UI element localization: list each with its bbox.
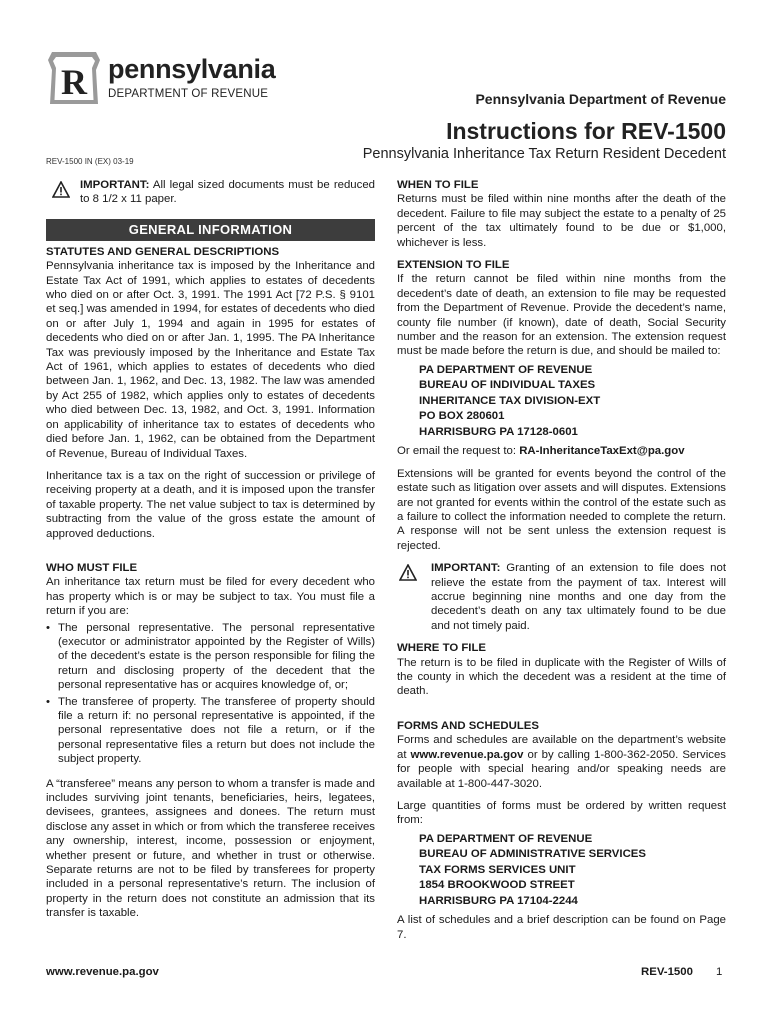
forms-paragraph-1 <box>397 733 726 791</box>
footer-form-id: REV-1500 <box>641 966 693 978</box>
statutes-paragraph-2: Inheritance tax is a tax on the right of succession or privilege of receiving property at a death, and it is imposed upon the transfer of taxable property. The net value subject to tax is determined by subtracting from the value of the gross estate the amount of approved deductions. <box>46 469 375 540</box>
transferee-paragraph: A “transferee” means any person to whom a transfer is made and includes surviving joint tenants, beneficiaries, heirs, legatees, devisees, grantees, assignees and donees. The return must disclose any asset in which or from which the transferee receives any ownership, interest, income, possession or enjoyment, whether present or future, and whether in trust or otherwise. Separate returns are not to be filed by transferees for property included in a personal representative’s return. The inclusion of property in the return does not constitute an admission that its transfer is taxable. <box>46 777 375 920</box>
important-text: All legal sized documents must be reduced to 8 1/2 x 11 paper. <box>80 179 375 206</box>
address-line: HARRISBURG PA 17104-2244 <box>419 894 578 907</box>
logo-department: DEPARTMENT OF REVENUE <box>108 88 269 100</box>
extension-mailing-address <box>397 363 726 441</box>
list-item: • The personal representative. The personal representative (executor or administrator appointed by the Register of Wills) of the decedent’s estate is the person responsible for filing the return and disclosing property of the decedent that the personal representative has or acquires knowledge of, or; <box>46 621 375 693</box>
extension-email-line <box>397 444 726 458</box>
address-line: TAX FORMS SERVICES UNIT <box>419 863 576 876</box>
when-to-file-paragraph: Returns must be filed within nine months after the death of the decedent. Failure to file may subject the estate to a penalty of 25 percent of the tax ultimately found to be due or $1,000, whichever is less. <box>397 193 726 249</box>
where-to-file-paragraph: The return is to be filed in duplicate with the Register of Wills of the county in which the decedent was a resident at the time of death. <box>397 656 726 698</box>
address-line: BUREAU OF INDIVIDUAL TAXES <box>419 379 596 392</box>
revenue-website-link[interactable]: www.revenue.pa.gov <box>410 748 524 761</box>
forms-heading: FORMS AND SCHEDULES <box>397 719 539 732</box>
form-code: REV-1500 IN (EX) 03-19 <box>46 157 134 166</box>
who-must-file-list <box>46 621 375 767</box>
page-subtitle: Pennsylvania Inheritance Tax Return Resident Decedent <box>362 146 726 162</box>
extension-email-link[interactable]: RA-InheritanceTaxExt@pa.gov <box>519 445 685 458</box>
forms-text-a: Forms and schedules are available on the department’s website at <box>397 734 726 761</box>
important-notice-right <box>397 561 726 633</box>
keystone-logo <box>46 50 102 106</box>
address-line: BUREAU OF ADMINISTRATIVE SERVICES <box>419 848 646 861</box>
section-bar-general-information: GENERAL INFORMATION <box>46 219 375 241</box>
forms-mailing-address <box>397 832 726 910</box>
address-line: PO BOX 280601 <box>419 410 505 423</box>
logo-wordmark: pennsylvania <box>108 54 276 84</box>
who-must-file-heading: WHO MUST FILE <box>46 561 138 574</box>
warning-icon <box>52 181 70 198</box>
extension-paragraph-1: If the return cannot be filed within nine months from the decedent’s date of death, an extension to file may be requested from the Department of Revenue. Provide the decedent’s name, county file number (if known), date of death, Social Security number and the reason for an extension. The extension request must be made before the return is due, and should be mailed to: <box>397 273 726 358</box>
where-to-file-heading: WHERE TO FILE <box>397 642 487 655</box>
agency-name: Pennsylvania Department of Revenue <box>475 91 726 107</box>
address-line: 1854 BROOKWOOD STREET <box>419 879 575 892</box>
statutes-heading: STATUTES AND GENERAL DESCRIPTIONS <box>46 245 280 258</box>
forms-paragraph-3: A list of schedules and a brief description can be found on Page 7. <box>397 914 726 941</box>
important-text: Granting of an extension to file does not relieve the estate from the payment of tax. Interest will accrue beginning nine months and one day from the decedent’s death on any tax ultimately found to be due and not timely paid. <box>431 562 726 632</box>
important-label: IMPORTANT: <box>80 179 150 191</box>
warning-icon <box>399 564 417 581</box>
extension-heading: EXTENSION TO FILE <box>397 259 510 272</box>
forms-paragraph-2: Large quantities of forms must be ordered by written request from: <box>397 799 726 827</box>
important-label: IMPORTANT: <box>431 562 501 575</box>
address-line: HARRISBURG PA 17128-0601 <box>419 425 578 438</box>
who-must-file-intro: An inheritance tax return must be filed for every decedent who has property which is or may be subject to tax. You must file a return if you are: <box>46 576 375 618</box>
address-line: INHERITANCE TAX DIVISION-EXT <box>419 394 601 407</box>
when-to-file-heading: WHEN TO FILE <box>397 179 479 191</box>
right-column <box>397 178 726 942</box>
email-prefix: Or email the request to: <box>397 445 517 458</box>
page-title: Instructions for REV-1500 <box>446 118 726 144</box>
address-line: PA DEPARTMENT OF REVENUE <box>419 832 593 845</box>
footer-url[interactable]: www.revenue.pa.gov <box>46 966 159 978</box>
address-line: PA DEPARTMENT OF REVENUE <box>419 363 593 376</box>
logo-letter: R <box>61 62 87 102</box>
list-item: • The transferee of property. The transferee of property should file a return if: no personal representative is appointed, if the personal representative does not file a return, or if the personal representative files a return but does not include the subject property. <box>46 695 375 767</box>
left-column <box>46 178 375 921</box>
important-notice-left <box>46 178 375 207</box>
extension-paragraph-2: Extensions will be granted for events beyond the control of the estate such as litigation over assets and will disputes. Extensions are not granted for events within the control of the estate such as a failure to collect the information needed to complete the return. A response will not be sent unless the extension request is rejected. <box>397 467 726 552</box>
page-number: 1 <box>716 966 723 978</box>
forms-text-b: or by calling 1-800-362-2050. Services for people with special hearing and/or speaking needs are available at 1-800-447-3020. <box>397 748 726 790</box>
statutes-paragraph-1: Pennsylvania inheritance tax is imposed by the Inheritance and Estate Tax Act of 1991, which applies to estates of decedents who died on or after Oct. 3, 1991. The 1991 Act [72 P.S. § 9101 et seq.] was amended in 1994, for estates of decedents who died on or after July 1, 1994 and again in 1995 for estates of decedents who died on or after Jan. 1, 1995. The PA Inheritance Tax was previously imposed by the Inheritance and Estate Tax Act of 1961, which applies to estates of decedents who died between Jan. 1, 1962, and Dec. 13, 1982. The law was amended by Act 255 of 1982, which applies only to estates of decedents who died between Dec. 13, 1982, and Oct. 3, 1991. Information on applicability of inheritance tax to estates of decedents who died before Jan. 1, 1962, can be obtained from the Department of Revenue, Bureau of Individual Taxes. <box>46 260 375 460</box>
